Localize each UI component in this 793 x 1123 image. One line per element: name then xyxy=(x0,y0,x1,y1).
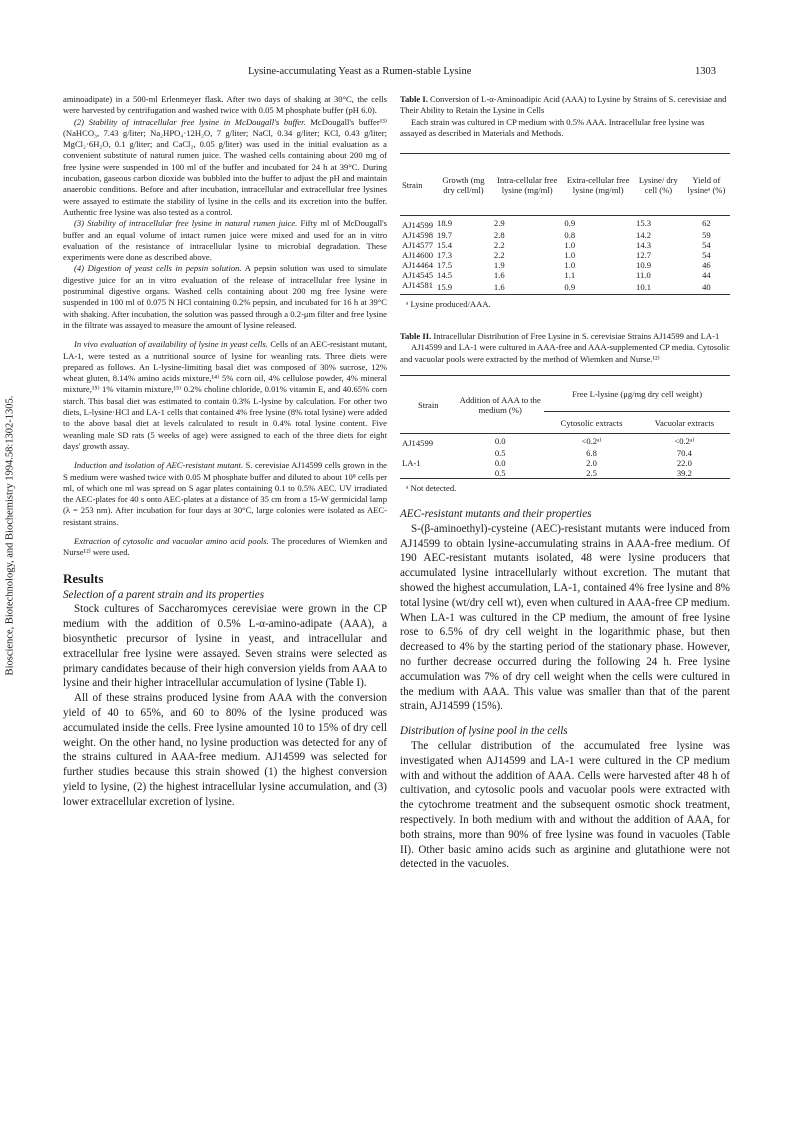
table-cell: <0.2ᵃ⁾ xyxy=(674,435,695,446)
table1-footnote: ᵃ Lysine produced/AAA. xyxy=(406,299,491,310)
table-cell: 46 xyxy=(702,260,711,271)
table1-header-cell: Intra-cellular free lysine (mg/ml) xyxy=(496,174,558,195)
table-cell: 1.0 xyxy=(564,260,576,271)
methods-para-3 xyxy=(63,218,387,263)
table-cell: 1.1 xyxy=(564,270,576,281)
table-cell: 2.2 xyxy=(493,240,505,251)
table-cell: 40 xyxy=(702,282,711,293)
table-cell: 1.0 xyxy=(564,240,576,251)
table-row xyxy=(400,230,730,240)
methods-para-6 xyxy=(63,460,387,528)
results-heading: Results xyxy=(63,570,104,586)
table2 xyxy=(400,375,730,479)
table-cell: 17.3 xyxy=(437,250,453,261)
methods-para-6-text: S. cerevisiae AJ14599 cells grown in the S medium were washed twice with 0.05 M phosphate buffer and diluted to about 10⁸ cells per ml, of which one ml was spread on S agar plates containing 0.1 to 0.5% AEC. UV irradiated the AEC-plates for 40 s onto AEC-plates at a distance of 35 cm from a 15-W germicidal lamp (λ = 253 nm). After incubation for four days at 30°C, large colonies were isolated as AEC-resistant strains. xyxy=(63,460,388,527)
table-cell: 0.0 xyxy=(494,436,506,447)
results-subheading: Selection of a parent strain and its properties xyxy=(63,588,265,601)
table-cell xyxy=(400,448,456,458)
table-row xyxy=(400,270,730,280)
table-cell: 15.9 xyxy=(437,282,453,293)
methods-para-3-text: Fifty ml of McDougall's buffer and an equal volume of intact rumen juice were mixed and used for an in vitro evaluation of the resistance of intracellular lysine to microbial degradation. These experiments were done as described above. xyxy=(63,218,387,263)
table1-header-cell: Lysine/ dry cell (%) xyxy=(638,174,678,195)
methods-para-2 xyxy=(63,117,387,219)
table-row xyxy=(400,240,730,250)
section-subheading-distribution: Distribution of lysine pool in the cells xyxy=(400,725,568,738)
table-cell: 0.9 xyxy=(564,282,576,293)
methods-para-4-text: A pepsin solution was used to simulate digestive juice for an in vitro evaluation of the release of intracellular free lysine in postruminal digestive organs. Washed cells containing about 200 mg free lysine were suspended in 100 ml of 0.075 N HCl containing 0.2% pepsin, and incubated for 16 h at 39°C with shaking. After incubation, the solution was passed through a 0.2-μm filter and free lysine in the filtrate was assayed to measure the amount of lysine released. xyxy=(63,263,387,330)
results-para-2: All of these strains produced lysine from AAA with the conversion yield of 40 to 65%, and 60 to 80% of the lysine produced was accumulated inside the cells. Free lysine amounted 10 to 15% of dry cell weight. On the other hand, no lysine production was detected for any of the strains cultured in AAA-free medium. AJ14599 was selected for further studies because this strain showed (1) the highest conversion yield to lysine, (2) the highest intracellular lysine accumulation, and (3) lower extracellular excretion of lysine. xyxy=(63,692,387,808)
table-cell: AJ14581 xyxy=(402,280,434,291)
right-column xyxy=(400,94,730,872)
table1-note: Each strain was cultured in CP medium with 0.5% AAA. Intracellular free lysine was assayed as described in Materials and Methods. xyxy=(400,116,705,138)
table2-header-vacuolar: Vacuolar extracts xyxy=(654,417,715,428)
table2-note: AJ14599 and LA-1 were cultured in AAA-free and AAA-supplemented CP media. Cytosolic and vacuolar pools were extracted by the method of Wiemken and Nurse.¹²⁾ xyxy=(400,342,731,364)
table-cell: 2.8 xyxy=(493,230,505,241)
table-row xyxy=(400,434,730,449)
table-cell: 11.0 xyxy=(636,270,651,281)
side-citation: Bioscience, Biotechnology, and Biochemistry 1994.58:1302-1305. xyxy=(4,395,16,676)
table-cell: 19.7 xyxy=(437,230,453,241)
table-cell: 6.8 xyxy=(586,448,597,459)
table-cell: 14.5 xyxy=(437,270,453,281)
table-cell: 0.5 xyxy=(494,448,506,459)
methods-para-5-heading: In vivo evaluation of availability of lysine in yeast cells. xyxy=(74,339,268,350)
table-cell: 1.6 xyxy=(493,270,505,281)
table-cell: 1.0 xyxy=(564,250,576,261)
table-cell: 54 xyxy=(702,250,711,261)
running-title: Lysine-accumulating Yeast as a Rumen-stable Lysine xyxy=(248,66,472,77)
table-cell: 54 xyxy=(702,240,711,251)
methods-para-3-heading: (3) Stability of intracellular free lysine in natural rumen juice. xyxy=(74,218,298,229)
table1-header-cell: Growth (mg dry cell/ml) xyxy=(442,174,485,195)
table-cell: 18.9 xyxy=(437,218,453,229)
table2-caption xyxy=(400,331,730,342)
table2-title: Intracellular Distribution of Free Lysine in S. cerevisiae Strains AJ14599 and LA-1 xyxy=(433,331,720,342)
table-row xyxy=(400,280,730,295)
table-cell: <0.2ᵃ⁾ xyxy=(581,435,602,446)
table-cell: 0.9 xyxy=(564,218,576,229)
table-cell: LA-1 xyxy=(402,458,421,469)
table-cell: AJ14464 xyxy=(402,260,434,271)
table-cell: 15.4 xyxy=(437,240,453,251)
table-cell: 59 xyxy=(702,230,711,241)
table-cell: 22.0 xyxy=(676,458,692,469)
table-cell: 2.9 xyxy=(493,218,505,229)
table-cell: 2.5 xyxy=(586,468,597,479)
table-cell: AJ14577 xyxy=(402,240,434,251)
table-row xyxy=(400,468,730,479)
table1-label: Table I. xyxy=(400,94,428,104)
table1-header-cell: Yield of lysineᵃ (%) xyxy=(687,174,726,195)
table-row xyxy=(400,458,730,468)
methods-para-5-text: Cells of an AEC-resistant mutant, LA-1, were tested as a nutritional source of lysine for weanling rats. Three diets were prepared as follows. An L-lysine-limiting basal diet was composed of 30% sucrose, 12% wheat gluten, 8.14% amino acids mixture,¹⁴⁾ 5% corn oil, 4% cellulose powder, 4% mineral mixture,¹⁵⁾ 1% vitamin mixture,¹⁵⁾ 0.2% choline chloride, 0.01% vitamin E, and 40.65% corn starch. This basal diet was estimated to contain 0.3% L-lysine by calculation. For other two diets, L-lysine·HCl and LA-1 cells that contained 4% free lysine (8% total lysine) were added to the above basal diet at levels calculated to result in 0.4% total lysine content. Five weanling male SD rats (5 weeks of age) were assigned to each of the three diets for eight days' growth assay. xyxy=(63,339,387,451)
table-cell: 0.5 xyxy=(494,468,506,479)
table2-footnote: ᵃ Not detected. xyxy=(406,483,457,494)
methods-para-1: aminoadipate) in a 500-ml Erlenmeyer flask. After two days of shaking at 30°C, the cells were harvested by centrifugation and washed twice with 0.05 M phosphate buffer (pH 6.0). xyxy=(63,94,387,116)
methods-para-4 xyxy=(63,263,387,331)
table-cell: 17.5 xyxy=(437,260,453,271)
table-cell: AJ14600 xyxy=(402,250,434,261)
table-cell: 70.4 xyxy=(676,448,692,459)
table-cell: 0.0 xyxy=(494,458,506,469)
table-row xyxy=(400,260,730,270)
methods-para-5 xyxy=(63,339,387,452)
table-cell: 62 xyxy=(702,218,711,229)
table-cell: AJ14599 xyxy=(402,220,434,231)
table2-label: Table II. xyxy=(400,331,432,342)
table1-caption xyxy=(400,94,730,117)
table1-header-cell: Extra-cellular free lysine (mg/ml) xyxy=(566,174,630,195)
table2-header-free-lysine: Free L-lysine (μg/mg dry cell weight) xyxy=(544,376,730,412)
table2-header-addition: Addition of AAA to the medium (%) xyxy=(459,394,541,415)
table-row xyxy=(400,216,730,231)
table-cell: 2.0 xyxy=(586,458,597,469)
table-cell: 10.9 xyxy=(636,260,652,271)
methods-para-2-heading: (2) Stability of intracellular free lysine in McDougall's buffer. xyxy=(74,116,306,127)
table-cell: 2.2 xyxy=(493,250,505,261)
table-cell xyxy=(400,468,456,479)
table1 xyxy=(400,153,730,295)
table2-header-strain: Strain xyxy=(418,399,439,410)
table-cell: 14.2 xyxy=(636,230,652,241)
table1-title: Conversion of L-α-Aminoadipic Acid (AAA) to Lysine by Strains of S. cerevisiae and Their Ability to Retain the Lysine in Cells xyxy=(400,94,727,116)
table-cell: 1.9 xyxy=(493,260,505,271)
table-cell: 44 xyxy=(702,270,711,281)
table-cell: 10.1 xyxy=(636,282,652,293)
methods-para-7-heading: Extraction of cytosolic and vacuolar amino acid pools. xyxy=(74,535,269,546)
table-cell: 12.7 xyxy=(636,250,652,261)
table1-header-cell: Strain xyxy=(402,179,423,190)
distribution-paragraph: The cellular distribution of the accumulated free lysine was investigated when AJ14599 and LA-1 were cultured in the CP medium with and without the addition of AAA. Cells were harvested after 48 h of cultivation, and cytosolic pools and vacuolar pools were extracted with the cytochrome treatment and the subsequent osmotic shock treatment, respectively. In both medium with and without the addition of AAA, for both strains, more than 90% of free lysine was found in vacuoles (Table II). Other basic amino acids such as arginine and glutathione were not detected in the vacuoles. xyxy=(400,740,730,871)
section-subheading-aec: AEC-resistant mutants and their properties xyxy=(400,508,592,521)
table-cell: 15.3 xyxy=(636,218,652,229)
table-cell: 14.3 xyxy=(636,240,652,251)
table-cell: 0.8 xyxy=(564,230,576,241)
table-row xyxy=(400,250,730,260)
table-cell: AJ14545 xyxy=(402,270,434,281)
methods-para-7 xyxy=(63,536,387,559)
table-cell: AJ14598 xyxy=(402,230,434,241)
left-column xyxy=(63,94,387,810)
methods-para-2-text: McDougall's buffer¹³⁾ (NaHCO₃, 7.43 g/liter; Na₂HPO₄·12H₂O, 7 g/liter; NaCl, 0.34 g/liter; KCl, 0.43 g/liter; MgCl₂·6H₂O, 0.1 g/liter; and CaCl₂, 0.05 g/liter) was used in the initial evaluation as a convenient substitute of natural rumen juice. The washed cells containing about 200 mg of free lysine were suspended in 100 ml of the buffer and incubated for 24 h at 39°C. During incubation, gaseous carbon dioxide was bubbled into the buffer to adjust the pH and maintain anaerobic conditions. Before and after incubation, intracellular and extracellular free lysines were assayed to estimate the stability of lysine in the cells and its excretion into the buffer. Authentic free lysine was also tested as a control. xyxy=(63,116,387,217)
table-cell: AJ14599 xyxy=(402,438,434,449)
aec-paragraph: S-(β-aminoethyl)-cysteine (AEC)-resistant mutants were induced from AJ14599 to obtain lysine-accumulating strains in AAA-free medium. Of 190 AEC-resistant mutants isolated, 48 were lysine producers that accumulated lysine intracellularly without excretion. The mutant that showed the highest accumulation, LA-1, contained 4% free lysine and 8% total lysine (wt/dry cell wt), even when cultured in AAA-free CP medium. When LA-1 was cultured in the CP medium, the amount of free lysine rose to 6.5% of dry cell weight in the logarithmic phase, but then decreased to 4% by the starting period of the stationary phase. However, no further decrease occurred during the following 24 h. Free lysine accumulation was 7% of dry cell weight when the cells were cultured in the medium with AAA. This value was smaller than that of the parent strain, AJ14599 (15%). xyxy=(400,522,730,713)
methods-para-7-text: The procedures of Wiemken and Nurse¹²⁾ were used. xyxy=(63,535,387,558)
table-cell: 39.2 xyxy=(676,468,692,479)
table2-header-cytosolic: Cytosolic extracts xyxy=(560,417,623,428)
methods-para-6-heading: Induction and isolation of AEC-resistant mutant. xyxy=(74,460,244,471)
table-cell: 1.6 xyxy=(493,282,505,293)
methods-para-4-heading: (4) Digestion of yeast cells in pepsin solution. xyxy=(74,263,242,274)
page-number: 1303 xyxy=(695,66,716,77)
results-para-1: Stock cultures of Saccharomyces cerevisiae were grown in the CP medium with the addition of 0.5% L-α-amino-adipate (AAA), a biosynthetic precursor of lysine in yeast, and intracellular and extracellular free lysine were assayed. Seven strains were selected as primary candidates because of their high conversion yields from AAA to lysine and their higher intracellular accumulation of lysine (Table I). xyxy=(63,603,387,690)
table-row xyxy=(400,448,730,458)
